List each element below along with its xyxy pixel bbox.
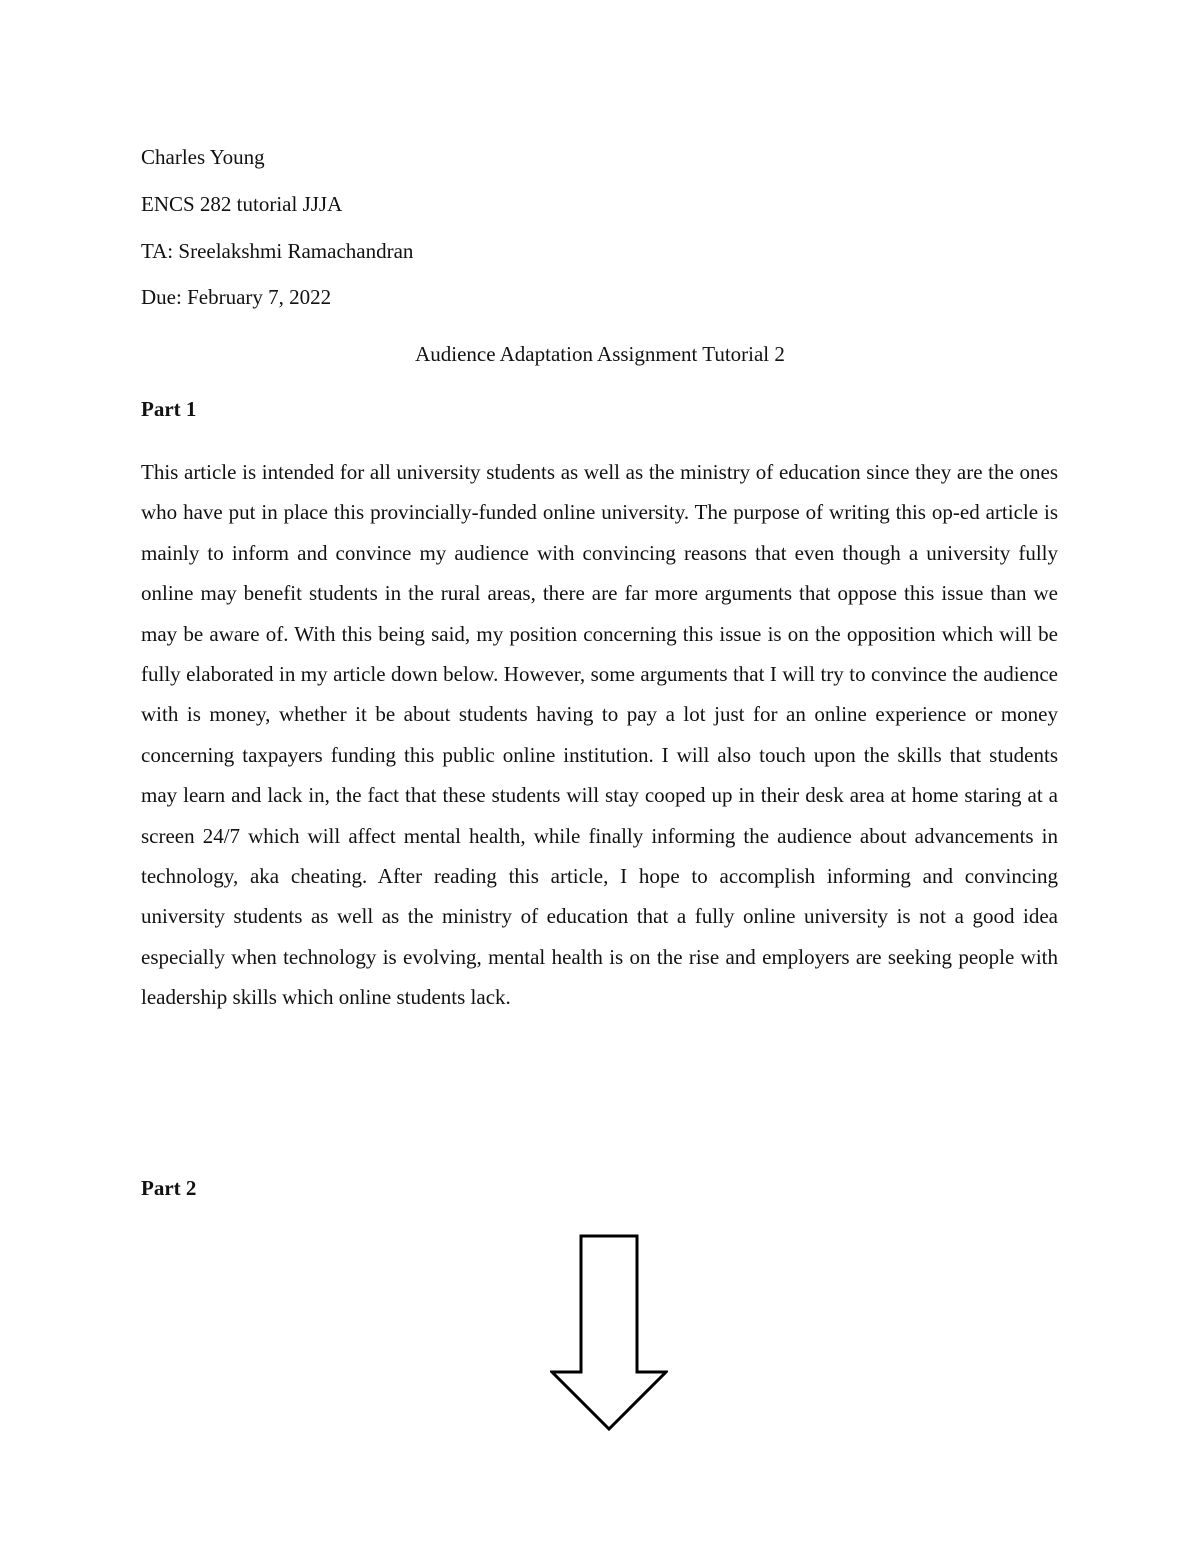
part-1-heading: Part 1 [141,397,197,421]
ta-line: TA: Sreelakshmi Ramachandran [141,239,414,263]
part-1-paragraph: This article is intended for all university students as well as the ministry of education since they are the ones who have put in place this provincially-funded online university. The purpose of writing this op-ed article is mainly to inform and convince my audience with convincing reasons that even though a university fully online may benefit students in the rural areas, there are far more arguments that oppose this issue than we may be aware of. With this being said, my position concerning this issue is on the opposition which will be fully elaborated in my article down below. However, some arguments that I will try to convince the audience with is money, whether it be about students having to pay a lot just for an online experience or money concerning taxpayers funding this public online institution. I will also touch upon the skills that students may learn and lack in, the fact that these students will stay cooped up in their desk area at home staring at a screen 24/7 which will affect mental health, while finally informing the audience about advancements in technology, aka cheating. After reading this article, I hope to accomplish informing and convincing university students as well as the ministry of education that a fully online university is not a good idea especially when technology is evolving, mental health is on the rise and employers are seeking people with leadership skills which online students lack. [141,460,1058,1010]
course-line: ENCS 282 tutorial JJJA [141,192,343,216]
author-name: Charles Young [141,145,265,169]
part-2-heading: Part 2 [141,1176,197,1200]
document-title: Audience Adaptation Assignment Tutorial 2 [415,342,785,366]
down-arrow-icon [550,1234,668,1432]
due-date: Due: February 7, 2022 [141,285,332,309]
